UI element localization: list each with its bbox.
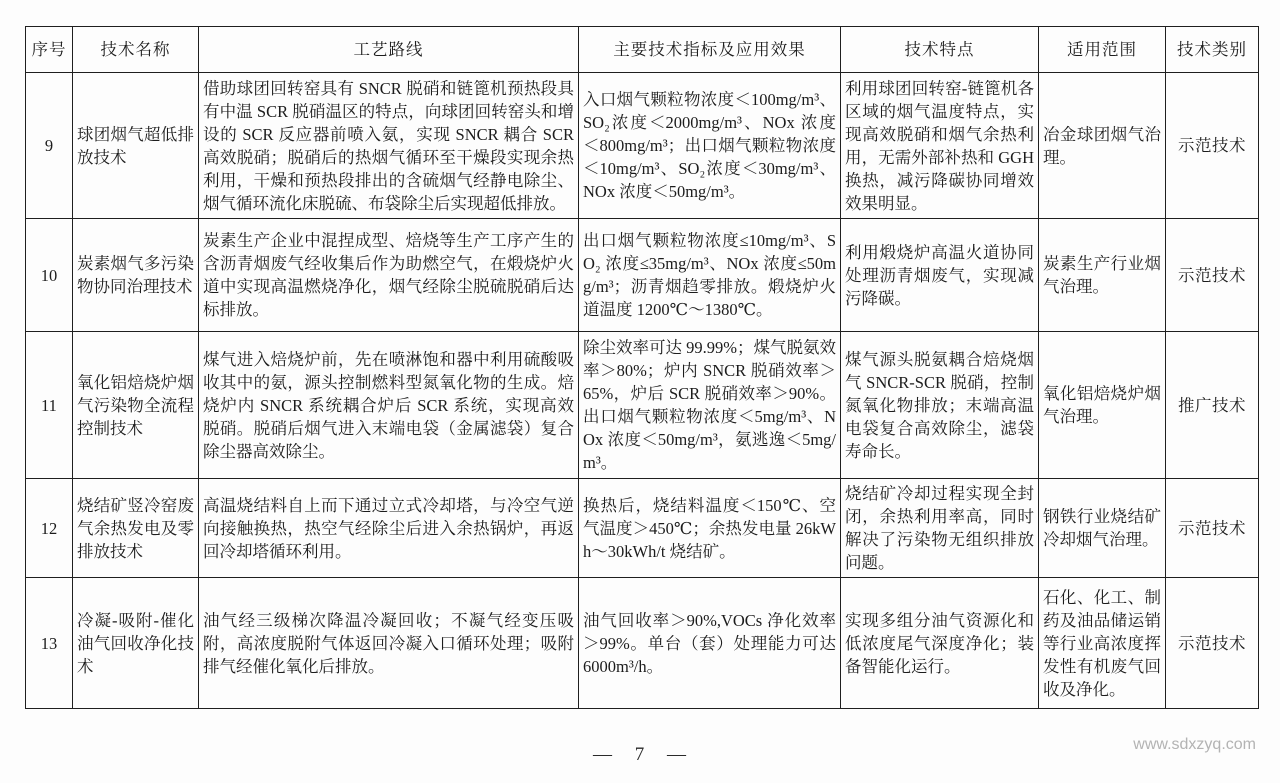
cell-category: 示范技术: [1166, 578, 1259, 709]
column-header-scope: 适用范围: [1039, 27, 1166, 73]
cell-scope: 氧化铝焙烧炉烟气治理。: [1039, 332, 1166, 479]
cell-process: 借助球团回转窑具有 SNCR 脱硝和链篦机预热段具有中温 SCR 脱硝温区的特点，向球团回转窑头和增设的 SCR 反应器前喷入氨，实现 SNCR 耦合 SCR 高效脱硝；脱硝后的热烟气循环至干燥段实现余热利用，干燥和预热段排出的含硫烟气经静电除尘、烟气循环流化床脱硫、布袋除尘后实现超低排放。: [199, 73, 579, 219]
cell-indicators: 除尘效率可达 99.99%；煤气脱氨效率＞80%；炉内 SNCR 脱硝效率＞65%，炉后 SCR 脱硝效率＞90%。出口烟气颗粒物浓度＜5mg/m³、NOx 浓度＜50mg/m³，氨逃逸＜5mg/m³。: [579, 332, 841, 479]
column-header-name: 技术名称: [73, 27, 199, 73]
cell-indicators: 油气回收率＞90%,VOCs 净化效率＞99%。单台（套）处理能力可达 6000m³/h。: [579, 578, 841, 709]
table-header-row: [26, 27, 1259, 73]
cell-category: 推广技术: [1166, 332, 1259, 479]
cell-no: 11: [26, 332, 73, 479]
table-row: [26, 479, 1259, 578]
table-row: [26, 332, 1259, 479]
cell-features: 利用煅烧炉高温火道协同处理沥青烟废气，实现减污降碳。: [841, 219, 1039, 332]
cell-indicators: 出口烟气颗粒物浓度≤10mg/m³、SO₂ 浓度≤35mg/m³、NOx 浓度≤50mg/m³；沥青烟趋零排放。煅烧炉火道温度 1200℃～1380℃。: [579, 219, 841, 332]
table-row: [26, 578, 1259, 709]
cell-scope: 炭素生产行业烟气治理。: [1039, 219, 1166, 332]
page-number: — 7 —: [593, 744, 687, 765]
cell-indicators: 入口烟气颗粒物浓度＜100mg/m³、SO₂浓度＜2000mg/m³、NOx 浓度＜800mg/m³；出口烟气颗粒物浓度＜10mg/m³、SO₂浓度＜30mg/m³、NOx 浓度＜50mg/m³。: [579, 73, 841, 219]
cell-no: 13: [26, 578, 73, 709]
table-row: [26, 219, 1259, 332]
cell-no: 9: [26, 73, 73, 219]
cell-features: 实现多组分油气资源化和低浓度尾气深度净化；装备智能化运行。: [841, 578, 1039, 709]
cell-process: 油气经三级梯次降温冷凝回收；不凝气经变压吸附，高浓度脱附气体返回冷凝入口循环处理；吸附排气经催化氧化后排放。: [199, 578, 579, 709]
cell-no: 12: [26, 479, 73, 578]
cell-process: 高温烧结料自上而下通过立式冷却塔，与冷空气逆向接触换热，热空气经除尘后进入余热锅炉，再返回冷却塔循环利用。: [199, 479, 579, 578]
cell-name: 炭素烟气多污染物协同治理技术: [73, 219, 199, 332]
column-header-no: 序号: [26, 27, 73, 73]
cell-scope: 钢铁行业烧结矿冷却烟气治理。: [1039, 479, 1166, 578]
column-header-indicators: 主要技术指标及应用效果: [579, 27, 841, 73]
cell-name: 球团烟气超低排放技术: [73, 73, 199, 219]
cell-scope: 冶金球团烟气治理。: [1039, 73, 1166, 219]
column-header-features: 技术特点: [841, 27, 1039, 73]
cell-features: 烧结矿冷却过程实现全封闭，余热利用率高，同时解决了污染物无组织排放问题。: [841, 479, 1039, 578]
cell-category: 示范技术: [1166, 73, 1259, 219]
cell-name: 冷凝-吸附-催化油气回收净化技术: [73, 578, 199, 709]
column-header-process: 工艺路线: [199, 27, 579, 73]
cell-name: 烧结矿竖冷窑废气余热发电及零排放技术: [73, 479, 199, 578]
cell-name: 氧化铝焙烧炉烟气污染物全流程控制技术: [73, 332, 199, 479]
watermark-url: www.sdxzyq.com: [1133, 736, 1256, 753]
cell-features: 煤气源头脱氨耦合焙烧烟气 SNCR-SCR 脱硝，控制氮氧化物排放；末端高温电袋复合高效除尘，滤袋寿命长。: [841, 332, 1039, 479]
cell-indicators: 换热后，烧结料温度＜150℃、空气温度＞450℃；余热发电量 26kWh～30kWh/t 烧结矿。: [579, 479, 841, 578]
cell-category: 示范技术: [1166, 479, 1259, 578]
cell-features: 利用球团回转窑-链篦机各区域的烟气温度特点，实现高效脱硝和烟气余热利用，无需外部补热和 GGH 换热，减污降碳协同增效效果明显。: [841, 73, 1039, 219]
cell-process: 煤气进入焙烧炉前，先在喷淋饱和器中利用硫酸吸收其中的氨，源头控制燃料型氮氧化物的生成。焙烧炉内 SNCR 系统耦合炉后 SCR 系统，实现高效脱硝。脱硝后烟气进入末端电袋（金属滤袋）复合除尘器高效除尘。: [199, 332, 579, 479]
column-header-category: 技术类别: [1166, 27, 1259, 73]
cell-scope: 石化、化工、制药及油品储运销等行业高浓度挥发性有机废气回收及净化。: [1039, 578, 1166, 709]
cell-process: 炭素生产企业中混捏成型、焙烧等生产工序产生的含沥青烟废气经收集后作为助燃空气，在煅烧炉火道中实现高温燃烧净化，烟气经除尘脱硫脱硝后达标排放。: [199, 219, 579, 332]
table-row: [26, 73, 1259, 219]
technologies-table: [25, 26, 1259, 709]
cell-no: 10: [26, 219, 73, 332]
cell-category: 示范技术: [1166, 219, 1259, 332]
